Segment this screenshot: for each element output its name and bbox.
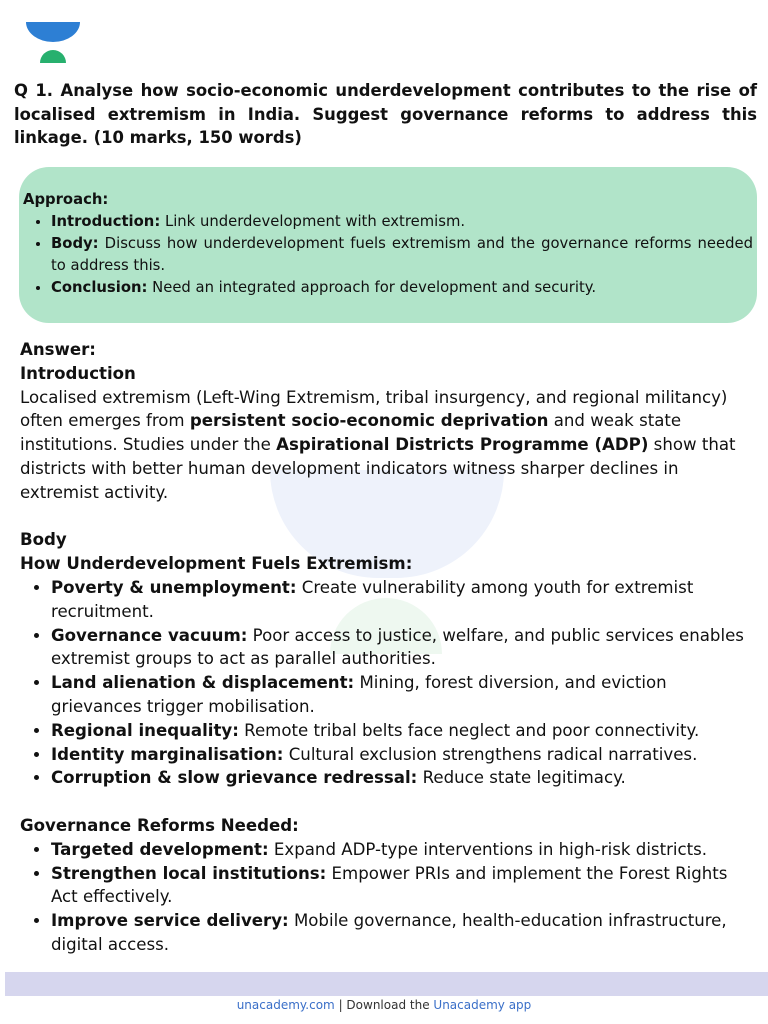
unacademy-logo-icon [26, 22, 80, 64]
list-item: • Improve service delivery: Mobile governance, health-education infrastructure, digital access. [51, 909, 750, 957]
list-item: • Targeted development: Expand ADP-type interventions in high-risk districts. [51, 838, 750, 862]
approach-item-conclusion: • Conclusion: Need an integrated approach for development and security. [51, 277, 753, 299]
list-item: • Governance vacuum: Poor access to justice, welfare, and public services enables extremist groups to act as parallel authorities. [51, 624, 750, 672]
underdevelopment-list [20, 576, 750, 790]
reforms-heading: Governance Reforms Needed: [20, 815, 299, 835]
app-link[interactable]: Unacademy app [433, 998, 532, 1012]
body-subheading: How Underdevelopment Fuels Extremism: [20, 554, 413, 574]
site-link[interactable]: unacademy.com [236, 998, 335, 1012]
list-item: • Corruption & slow grievance redressal: Reduce state legitimacy. [51, 766, 750, 790]
approach-item-introduction: • Introduction: Link underdevelopment with extremism. [51, 211, 753, 233]
list-item: • Land alienation & displacement: Mining, forest diversion, and eviction grievances trigger mobilisation. [51, 671, 750, 719]
introduction-heading: Introduction [20, 363, 136, 383]
approach-item-body: • Body: Discuss how underdevelopment fuels extremism and the governance reforms needed to address this. [51, 233, 753, 277]
introduction-paragraph: Localised extremism (Left-Wing Extremism, tribal insurgency, and regional militancy) often emerges from persistent socio-economic deprivation and weak state institutions. Studies under the Aspirational Districts Programme (ADP) show that districts with better human development indicators witness sharper declines in extremist activity. [20, 387, 736, 502]
approach-box [19, 167, 757, 323]
question-text: Q 1. Analyse how socio-economic underdevelopment contributes to the rise of localised extremism in India. Suggest governance reforms to address this linkage. (10 marks, 150 words) [14, 81, 757, 147]
footer-bar [5, 972, 768, 996]
answer-section [20, 338, 750, 957]
footer-cta: Download the [346, 998, 434, 1012]
list-item: • Strengthen local institutions: Empower PRIs and implement the Forest Rights Act effectively. [51, 862, 750, 910]
reforms-list [20, 838, 750, 957]
approach-title: Approach: [23, 191, 109, 208]
list-item: • Identity marginalisation: Cultural exclusion strengthens radical narratives. [51, 743, 750, 767]
body-heading: Body [20, 530, 67, 550]
approach-list [23, 211, 753, 299]
footer: unacademy.com | Download the Unacademy app [236, 998, 532, 1012]
answer-heading: Answer: [20, 340, 96, 359]
list-item: • Poverty & unemployment: Create vulnerability among youth for extremist recruitment. [51, 576, 750, 624]
list-item: • Regional inequality: Remote tribal belts face neglect and poor connectivity. [51, 719, 750, 743]
